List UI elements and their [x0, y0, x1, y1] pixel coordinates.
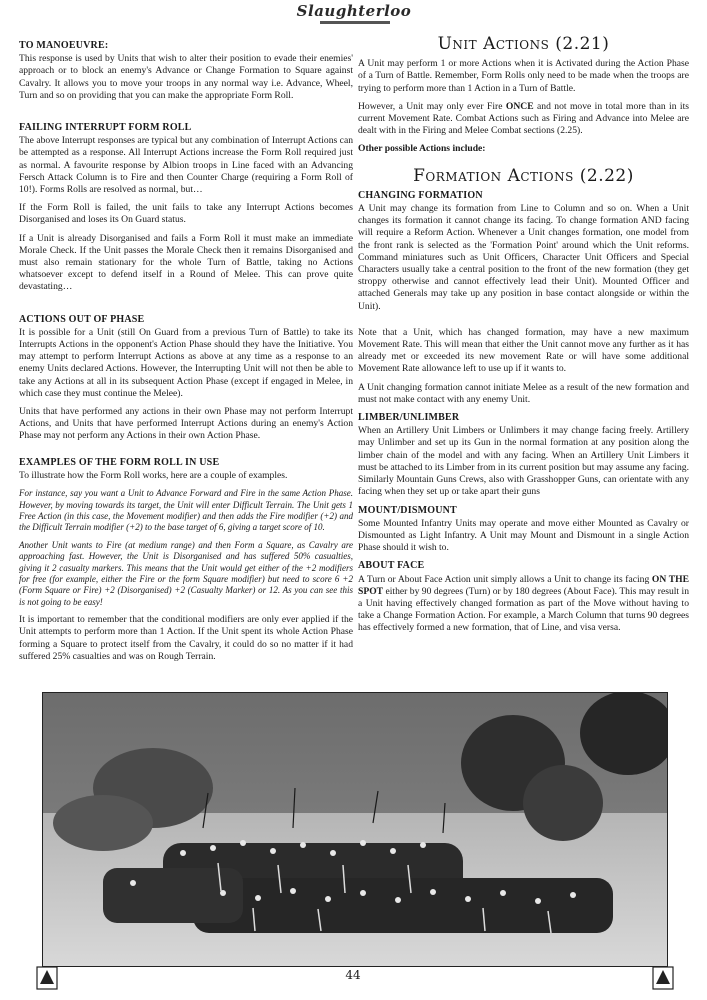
- limber-heading: LIMBER/UNLIMBER: [358, 412, 460, 424]
- examples-heading: EXAMPLES OF THE FORM ROLL IN USE: [19, 456, 220, 468]
- phase-heading: ACTIONS OUT OF PHASE: [19, 313, 145, 325]
- phase-paragraph-2: Units that have performed any actions in their own Phase may not perform Interrupt Actions, and Units that have performed Interrupt Actions during an enemy's Action Phase may not perform any Actions in their own Action Phase.: [19, 406, 353, 442]
- limber-text: When an Artillery Unit Limbers or Unlimbers it may change facing freely. Artillery may Unlimber and set up its Gun in the normal formation at any position along the limber chain of the model and with any facing. When an Artillery Unit Limbers it must be attached to its Limber from in its current position but may assume any facing. Similarly Mountain Guns Crews, also with Grasshopper Guns, can orientate with any facing when they set up or take apart their guns: [358, 425, 689, 498]
- page-number: 44: [345, 968, 361, 982]
- closing-paragraph: It is important to remember that the conditional modifiers are only ever applied if the Unit attempts to perform more than 1 Action. If the Unit spent its whole Action Phase forming a Square to protect itself from the Cavalry, it could do so no matter if it had suffered 25% casualties and was on Rough Terrain.: [19, 614, 353, 662]
- failing-paragraph-3: If a Unit is already Disorganised and fails a Form Roll it must make an immediate Morale Check. If the Unit passes the Morale Check then it remains Disorganised and must also remain stationary for the whole Turn of Battle, taking no Actions whatsoever except to defend itself in a Round of Melee. This can prove quite devastating…: [19, 232, 353, 293]
- unit-actions-title: Unit Actions (2.21): [437, 34, 610, 54]
- mount-heading: MOUNT/DISMOUNT: [358, 504, 457, 516]
- manoeuvre-heading: TO MANOEUVRE:: [19, 40, 109, 51]
- unit-actions-paragraph-3: Other possible Actions include:: [358, 143, 486, 155]
- unit-actions-paragraph-1: A Unit may perform 1 or more Actions when it is Activated during the Action Phase of a Turn of Battle. Remember, Form Rolls only need to be made when the troops are trying to perform more than 1 Action in a Turn of Battle.: [358, 58, 689, 94]
- failing-heading: FAILING INTERRUPT FORM ROLL: [19, 122, 192, 134]
- mount-text: Some Mounted Infantry Units may operate and move either Mounted as Cavalry or Dismounted as Light Infantry. A Unit may Mount and Dismount in a single Action Phase should it wish to.: [358, 517, 689, 554]
- examples-intro: To illustrate how the Form Roll works, here are a couple of examples.: [19, 469, 288, 481]
- example-2: Another Unit wants to Fire (at medium range) and then Form a Square, as Cavalry are approaching fast. However, the Unit is Disorganised and has suffered 50% casualties, giving it 2 casualty markers. This means that the Unit would get either of the +2 modifiers for free (for example, either the Fire or the form Square modifier) but need to score 6 +2 (Form Square or Fire) +2 (Disorganised) +2 (Casualty Marker) or 12. As you can see this is not going to be easy!: [19, 539, 353, 607]
- corner-emblem-left: [36, 966, 58, 990]
- changing-paragraph-2: Note that a Unit, which has changed formation, may have a new maximum Movement Rate. This will mean that either the Unit cannot move any further as it has already met or exceeded its new movement Rate or will have some additional Movement Rate allowance left to use up if it wants to.: [358, 326, 689, 375]
- about-face-text: A Turn or About Face Action unit simply allows a Unit to change its facing ON THE SPOT either by 90 degrees (Turn) or by 180 degrees (About Face). This may result in a Unit having effectively changed formation as part of the Move without having to take a Change Formation Action. For example, a March Column that turns 90 degrees has effectively formed a new formation, that of Line, and visa versa.: [358, 573, 689, 634]
- on-the-spot-emphasis: ON THE SPOT: [358, 573, 689, 597]
- left-column: [19, 40, 353, 669]
- failing-paragraph-1: The above Interrupt responses are typical but any combination of Interrupt Actions can be attempted as a response. All Interrupt Actions increase the Form Roll required just as normal. A favourite response by Albion troops in Line faced with an Advancing Fersch Attack Column is to Fire and then Counter Charge (requiring a Form Roll of 10!). Forms Rolls are resolved as normal, but…: [19, 135, 353, 196]
- example-1: For instance, say you want a Unit to Advance Forward and Fire in the same Action Phase. However, by moving towards its target, the Unit will enter Difficult Terrain. The Unit gets 1 Free Action (in this case, the Movement modifier) and then adds the Fire modifier (+2) and the Difficult Terrain modifier (+2) to the base target of 6, giving a target score of 10.: [19, 488, 353, 533]
- changing-paragraph-3: A Unit changing formation cannot initiate Melee as a result of the new formation and must not make contact with any enemy Unit.: [358, 381, 689, 405]
- once-emphasis: ONCE: [505, 100, 534, 112]
- miniatures-photo: [42, 692, 668, 967]
- unit-actions-paragraph-2: However, a Unit may only ever Fire ONCE and not move in total more than in its current Movement Rate. Combat Actions such as Firing and Advance into Melee are dealt with in the Firing and Melee Combat sections (2.25).: [358, 100, 689, 137]
- changing-paragraph-1: A Unit may change its formation from Line to Column and so on. When a Unit changes its formation it cannot change its facing. To change formation AND facing will require a Reform Action. Whenever a Unit changes formation, one model from the front rank is selected as the 'Formation Point' around which the Unit reforms. Command miniatures such as Unit Officers, Character Unit Officers and Special Characters usually take a central position to the front of the new formation (they get stroppy otherwise and cannot effectively lead their Unit). Mounted Officer and attached Generals may take up any position in base contact alongside or within the Unit).: [358, 203, 689, 312]
- logo-text: Slaughterloo: [296, 2, 412, 20]
- formation-actions-title: Formation Actions (2.22): [413, 165, 634, 186]
- failing-paragraph-2: If the Form Roll is failed, the unit fails to take any Interrupt Actions becomes Disorganised and loses its On Guard status.: [19, 202, 353, 226]
- changing-heading: CHANGING FORMATION: [358, 189, 483, 201]
- logo-underline: [320, 21, 390, 24]
- about-face-heading: ABOUT FACE: [358, 560, 425, 572]
- corner-emblem-right: [652, 966, 674, 990]
- right-column: [358, 34, 689, 641]
- header-logo: [290, 2, 418, 26]
- manoeuvre-text: This response is used by Units that wish to alter their position to evade their enemies' approach or to block an enemy's Advance or Change Formation to Square against Cavalry. It allows you to move your troops in any normal way i.e. Advance, Wheel, Turn and so on providing that you can make the appropriate Form Roll.: [19, 53, 353, 101]
- phase-paragraph-1: It is possible for a Unit (still On Guard from a previous Turn of Battle) to take its Interrupts Actions in the opponent's Action Phase should they have the Initiative. You may attempt to perform Interrupt Actions as above at any time as a response to an enemy Units declared Actions. However, the Interrupting Unit will not then be able to take any Actions at all in its subsequent Action Phase (except if engaged in Melee, in which case they must continue the Melee).: [19, 326, 353, 399]
